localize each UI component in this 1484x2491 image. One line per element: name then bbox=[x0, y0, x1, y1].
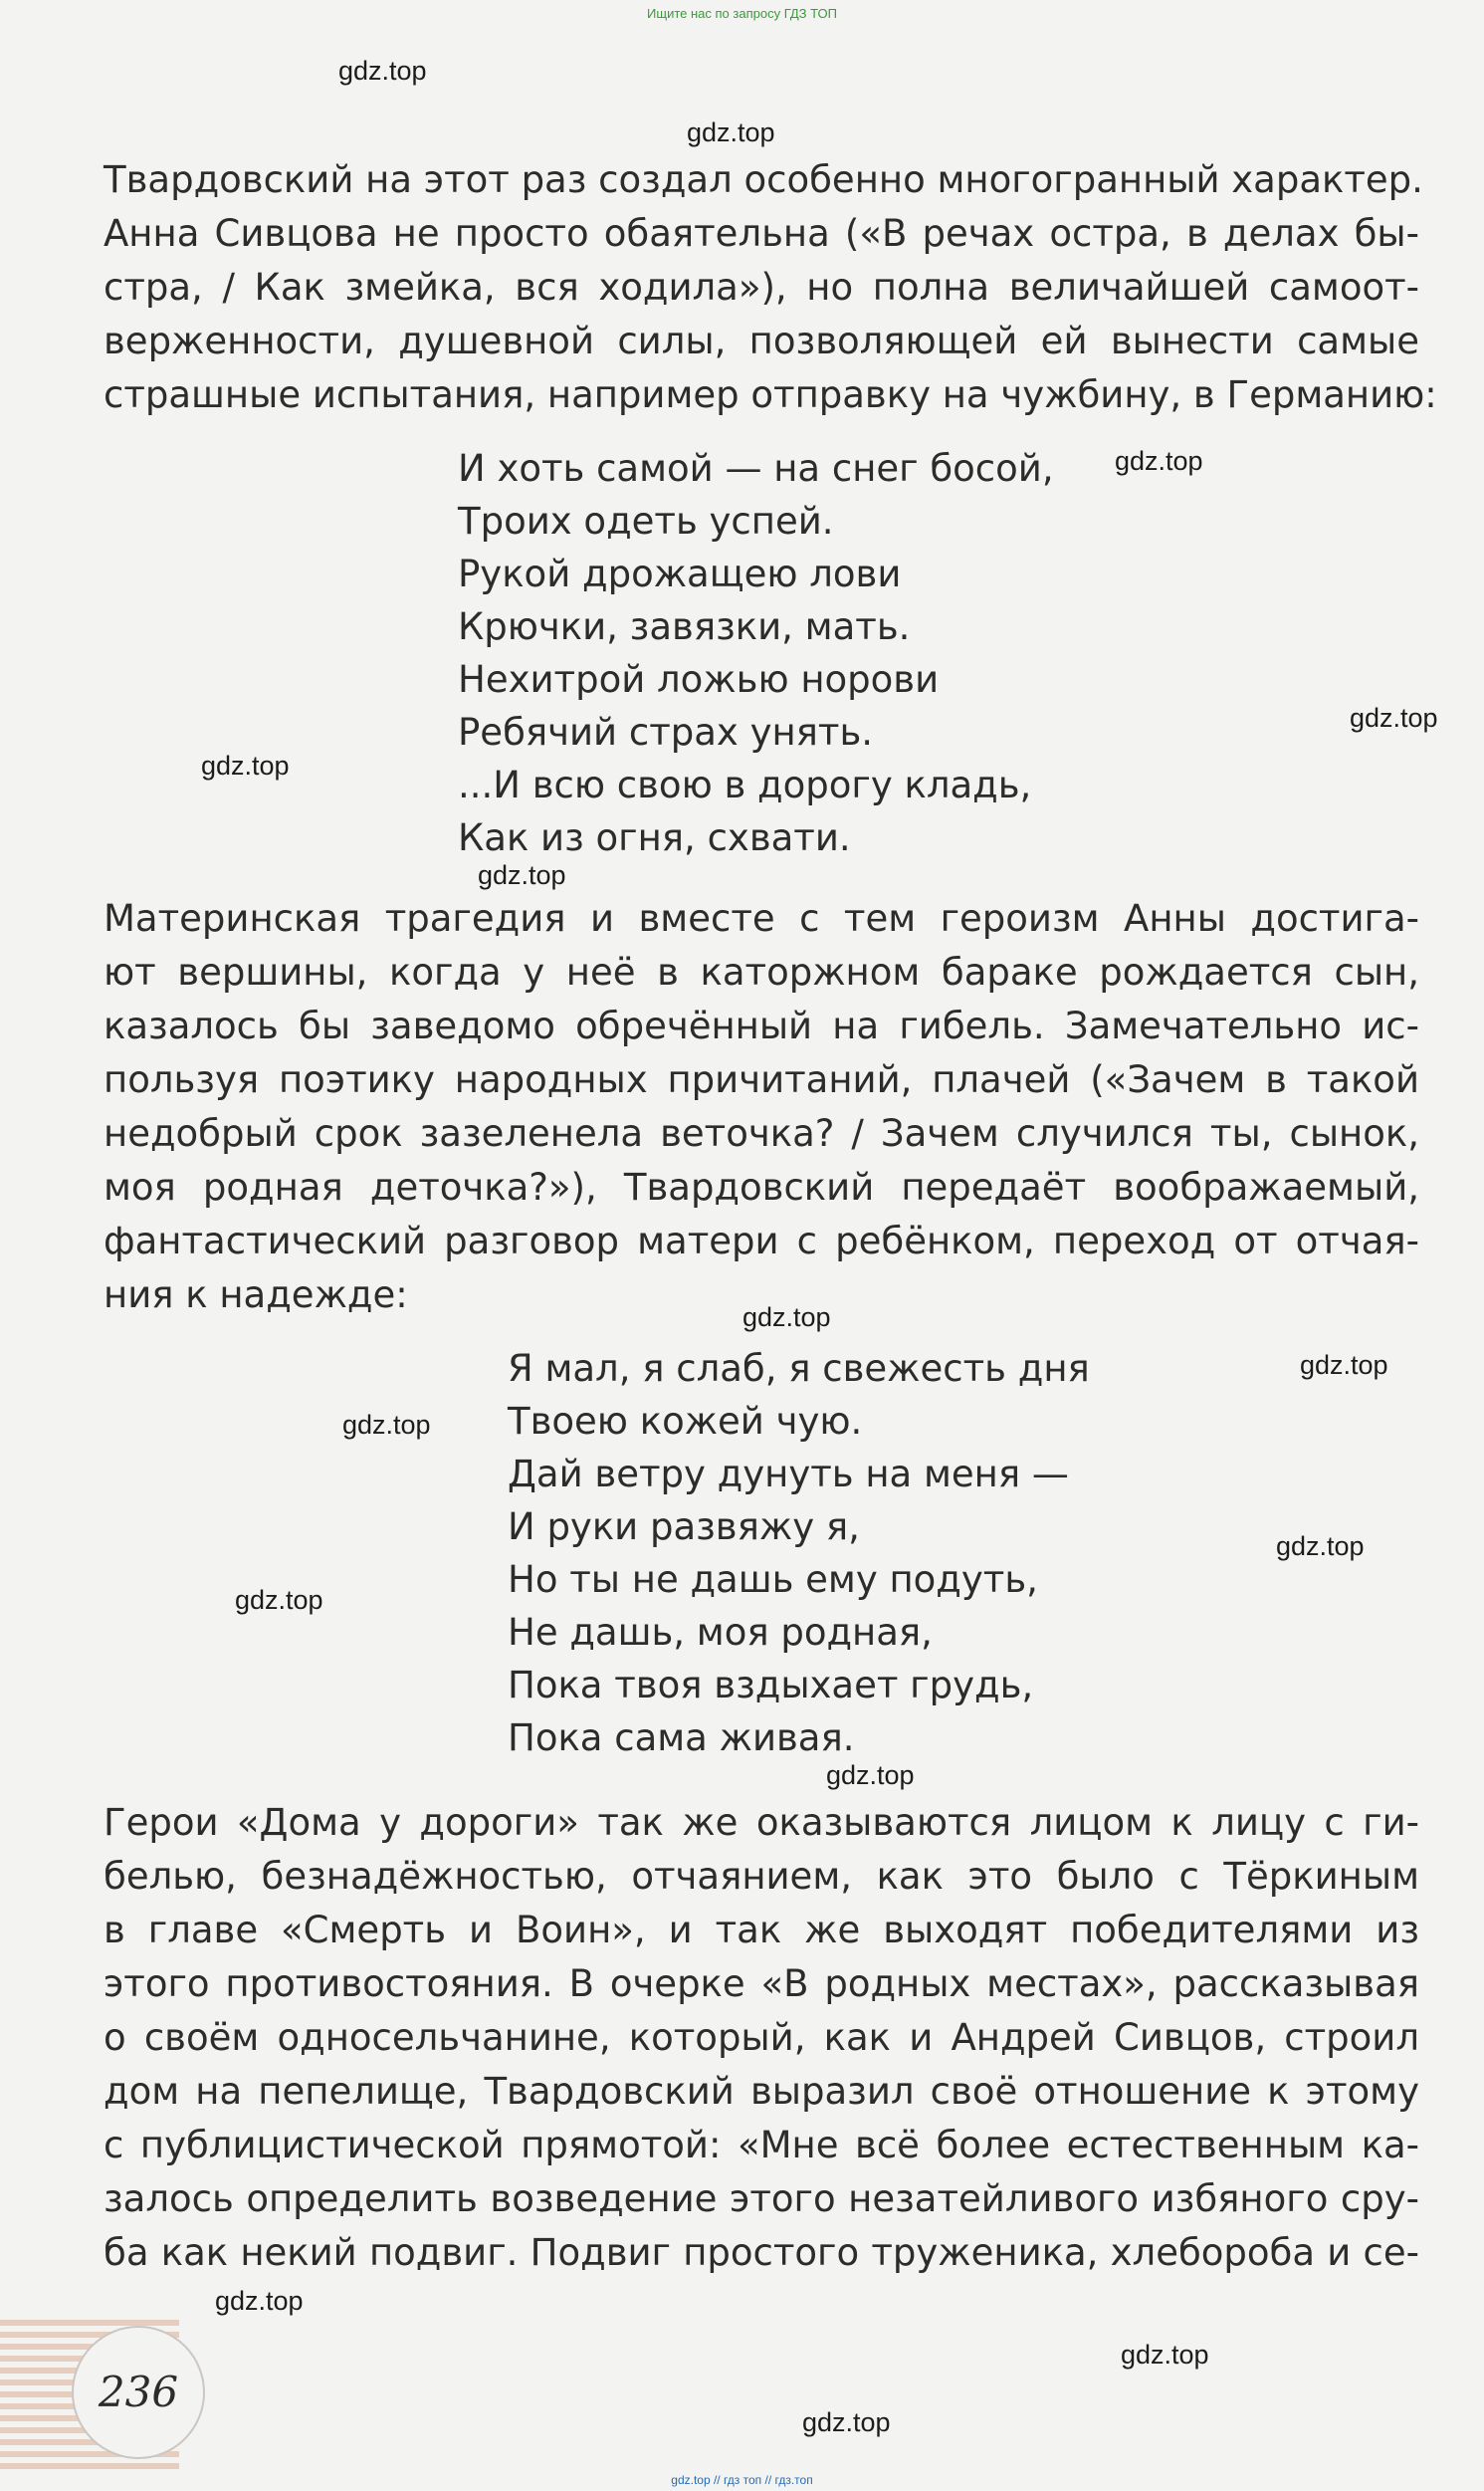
watermark: gdz.top bbox=[742, 1302, 831, 1332]
text-line: Герои «Дома у дороги» так же оказываются лицом к лицу с ги- bbox=[104, 1801, 1419, 1844]
text-line: о своём односельчанине, который, как и Андрей Сивцов, строил bbox=[104, 2016, 1419, 2059]
verse-line: Не дашь, моя родная, bbox=[508, 1611, 933, 1654]
watermark: gdz.top bbox=[201, 751, 290, 781]
watermark: gdz.top bbox=[802, 2407, 891, 2437]
bottom-banner: gdz.top // гдз топ // гдз.топ bbox=[671, 2473, 813, 2487]
paragraph-1 bbox=[104, 153, 1437, 422]
text-line: стра, / Как змейка, вся ходила»), но полна величайшей самоот- bbox=[104, 266, 1419, 309]
text-line: Анна Сивцова не просто обаятельна («В речах остра, в делах бы- bbox=[104, 212, 1419, 255]
verse-line: Крючки, завязки, мать. bbox=[458, 605, 911, 648]
text-line: дом на пепелище, Твардовский выразил своё отношение к этому bbox=[104, 2070, 1419, 2113]
watermark: gdz.top bbox=[338, 56, 427, 86]
watermark: gdz.top bbox=[1300, 1350, 1388, 1380]
text-line: моя родная деточка?»), Твардовский передаёт воображаемый, bbox=[104, 1166, 1419, 1209]
verse-line: Нехитрой ложью норови bbox=[458, 658, 940, 701]
watermark: gdz.top bbox=[342, 1410, 431, 1440]
text-line: фантастический разговор матери с ребёнком, переход от отчая- bbox=[104, 1220, 1419, 1262]
watermark: gdz.top bbox=[1121, 2340, 1209, 2370]
verse-line: Дай ветру дунуть на меня — bbox=[508, 1453, 1069, 1495]
text-line: недобрый срок зазеленела веточка? / Зачем случился ты, сынок, bbox=[104, 1112, 1419, 1155]
verse-line: Пока сама живая. bbox=[508, 1716, 855, 1759]
watermark: gdz.top bbox=[826, 1760, 915, 1790]
verse-line: ...И всю свою в дорогу кладь, bbox=[458, 764, 1032, 806]
watermark: gdz.top bbox=[1115, 446, 1203, 476]
verse-line: Пока твоя вздыхает грудь, bbox=[508, 1664, 1034, 1706]
verse-1 bbox=[458, 442, 1054, 864]
watermark: gdz.top bbox=[478, 860, 566, 890]
text-line: страшные испытания, например отправку на чужбину, в Германию: bbox=[104, 373, 1437, 416]
text-line: ния к надежде: bbox=[104, 1273, 408, 1316]
text-line: залось определить возведение этого незатейливого избяного сру- bbox=[104, 2177, 1419, 2220]
page-number: 236 bbox=[98, 2368, 179, 2416]
text-line: казалось бы заведомо обречённый на гибель. Замечательно ис- bbox=[104, 1005, 1419, 1047]
text-line: ют вершины, когда у неё в каторжном бараке рождается сын, bbox=[104, 951, 1419, 994]
paragraph-3 bbox=[104, 1796, 1419, 2280]
verse-line: Я мал, я слаб, я свежесть дня bbox=[508, 1347, 1090, 1390]
text-line: ба как некий подвиг. Подвиг простого труженика, хлебороба и се- bbox=[104, 2231, 1419, 2274]
verse-line: Троих одеть успей. bbox=[458, 500, 834, 543]
watermark: gdz.top bbox=[235, 1585, 323, 1615]
text-line: белью, безнадёжностью, отчаянием, как это было с Тёркиным bbox=[104, 1855, 1419, 1898]
watermark: gdz.top bbox=[215, 2286, 304, 2316]
text-line: с публицистической прямотой: «Мне всё более естественным ка- bbox=[104, 2124, 1419, 2166]
watermark: gdz.top bbox=[1350, 703, 1438, 733]
text-line: Материнская трагедия и вместе с тем героизм Анны достига- bbox=[104, 897, 1419, 940]
verse-line: Но ты не дашь ему подуть, bbox=[508, 1558, 1038, 1601]
verse-line: И руки развяжу я, bbox=[508, 1505, 860, 1548]
paragraph-2 bbox=[104, 892, 1419, 1322]
text-line: верженности, душевной силы, позволяющей ей вынести самые bbox=[104, 320, 1419, 362]
watermark: gdz.top bbox=[687, 117, 775, 147]
text-line: в главе «Смерть и Воин», и так же выходят победителями из bbox=[104, 1909, 1419, 1951]
text-line: пользуя поэтику народных причитаний, плачей («Зачем в такой bbox=[104, 1058, 1419, 1101]
verse-2 bbox=[508, 1342, 1090, 1764]
verse-line: Твоею кожей чую. bbox=[508, 1400, 863, 1443]
text-line: Твардовский на этот раз создал особенно многогранный характер. bbox=[104, 158, 1423, 201]
text-line: этого противостояния. В очерке «В родных местах», рассказывая bbox=[104, 1962, 1419, 2005]
verse-line: Как из огня, схвати. bbox=[458, 816, 851, 859]
watermark: gdz.top bbox=[1276, 1531, 1365, 1561]
verse-line: И хоть самой — на снег босой, bbox=[458, 447, 1054, 490]
verse-line: Ребячий страх унять. bbox=[458, 711, 874, 754]
verse-line: Рукой дрожащею лови bbox=[458, 553, 902, 595]
top-banner: Ищите нас по запросу ГДЗ ТОП bbox=[647, 6, 837, 21]
